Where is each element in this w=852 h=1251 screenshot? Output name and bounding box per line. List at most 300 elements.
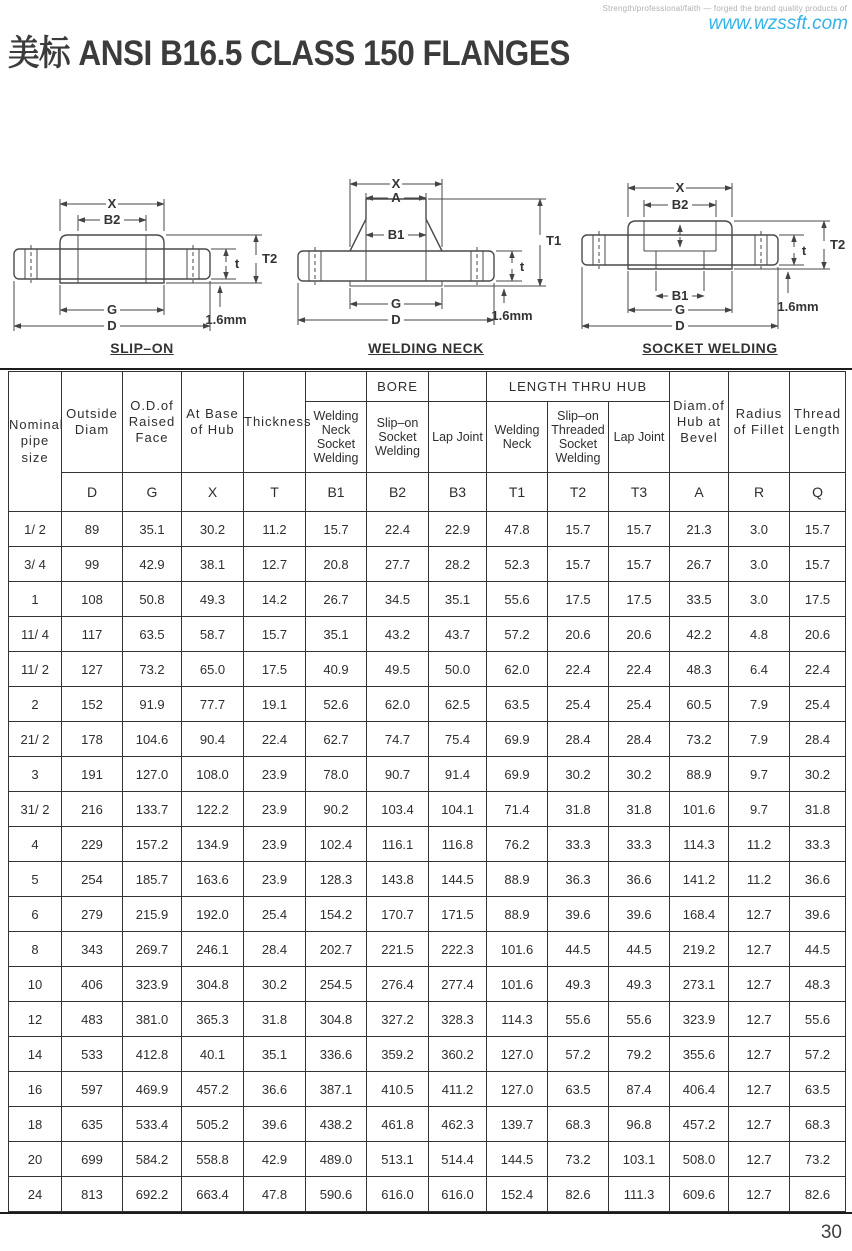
table-cell: 127.0 xyxy=(487,1037,548,1072)
table-cell: 22.4 xyxy=(244,722,306,757)
header-outside-diam: Outside Diam xyxy=(62,372,123,473)
table-cell: 692.2 xyxy=(123,1177,182,1212)
table-cell: 15.7 xyxy=(790,512,846,547)
table-cell: 406.4 xyxy=(670,1072,729,1107)
table-cell: 438.2 xyxy=(306,1107,367,1142)
table-cell: 31.8 xyxy=(609,792,670,827)
table-cell: 74.7 xyxy=(367,722,429,757)
table-cell: 185.7 xyxy=(123,862,182,897)
table-cell: 49.3 xyxy=(182,582,244,617)
table-cell: 96.8 xyxy=(609,1107,670,1142)
letter-X: X xyxy=(182,473,244,512)
table-cell: 34.5 xyxy=(367,582,429,617)
table-cell: 77.7 xyxy=(182,687,244,722)
table-cell: 89 xyxy=(62,512,123,547)
flange-diagrams xyxy=(0,165,852,356)
table-cell: 88.9 xyxy=(487,862,548,897)
table-cell: 127.0 xyxy=(487,1072,548,1107)
table-cell: 73.2 xyxy=(123,652,182,687)
table-cell: 7.9 xyxy=(729,722,790,757)
table-cell: 42.9 xyxy=(123,547,182,582)
table-cell: 191 xyxy=(62,757,123,792)
table-cell: 36.6 xyxy=(609,862,670,897)
table-row xyxy=(9,827,846,862)
table-cell: 273.1 xyxy=(670,967,729,1002)
table-cell: 31.8 xyxy=(790,792,846,827)
table-cell: 15.7 xyxy=(548,547,609,582)
table-cell: 4 xyxy=(9,827,62,862)
table-cell: 39.6 xyxy=(244,1107,306,1142)
table-cell: 104.6 xyxy=(123,722,182,757)
table-cell: 12.7 xyxy=(729,932,790,967)
table-cell: 49.3 xyxy=(609,967,670,1002)
table-cell: 20.6 xyxy=(790,617,846,652)
page-number: 30 xyxy=(820,1222,842,1243)
table-header xyxy=(9,372,846,512)
table-row xyxy=(9,967,846,1002)
table-cell: 39.6 xyxy=(790,897,846,932)
letter-B2: B2 xyxy=(367,473,429,512)
table-cell: 42.2 xyxy=(670,617,729,652)
table-cell: 108 xyxy=(62,582,123,617)
table-cell: 49.5 xyxy=(367,652,429,687)
table-cell: 28.4 xyxy=(609,722,670,757)
table-row xyxy=(9,652,846,687)
table-cell: 222.3 xyxy=(429,932,487,967)
table-cell: 102.4 xyxy=(306,827,367,862)
table-cell: 323.9 xyxy=(123,967,182,1002)
table-cell: 387.1 xyxy=(306,1072,367,1107)
letter-Q: Q xyxy=(790,473,846,512)
table-row xyxy=(9,512,846,547)
table-cell: 28.4 xyxy=(244,932,306,967)
table-cell: 304.8 xyxy=(306,1002,367,1037)
table-cell: 154.2 xyxy=(306,897,367,932)
table-cell: 40.1 xyxy=(182,1037,244,1072)
svg-text:1.6mm: 1.6mm xyxy=(491,308,533,323)
table-row xyxy=(9,757,846,792)
table-row xyxy=(9,862,846,897)
table-cell: 25.4 xyxy=(548,687,609,722)
table-cell: 2 xyxy=(9,687,62,722)
table-row xyxy=(9,792,846,827)
svg-text:X: X xyxy=(675,180,685,195)
table-cell: 90.4 xyxy=(182,722,244,757)
table-cell: 60.5 xyxy=(670,687,729,722)
table-cell: 104.1 xyxy=(429,792,487,827)
table-cell: 15.7 xyxy=(244,617,306,652)
table-cell: 558.8 xyxy=(182,1142,244,1177)
table-cell: 33.3 xyxy=(790,827,846,862)
table-cell: 90.2 xyxy=(306,792,367,827)
table-cell: 8 xyxy=(9,932,62,967)
table-cell: 22.4 xyxy=(548,652,609,687)
header-at-base-of-hub: At Base of Hub xyxy=(182,372,244,473)
table-cell: 36.6 xyxy=(244,1072,306,1107)
table-cell: 229 xyxy=(62,827,123,862)
table-cell: 279 xyxy=(62,897,123,932)
table-cell: 22.4 xyxy=(367,512,429,547)
table-cell: 178 xyxy=(62,722,123,757)
table-cell: 73.2 xyxy=(790,1142,846,1177)
table-cell: 23.9 xyxy=(244,757,306,792)
letter-A: A xyxy=(670,473,729,512)
table-cell: 44.5 xyxy=(548,932,609,967)
table-cell: 11.2 xyxy=(729,862,790,897)
table-cell: 55.6 xyxy=(548,1002,609,1037)
table-cell: 35.1 xyxy=(244,1037,306,1072)
svg-text:G: G xyxy=(390,296,402,311)
table-cell: 219.2 xyxy=(670,932,729,967)
table-cell: 50.0 xyxy=(429,652,487,687)
table-cell: 43.7 xyxy=(429,617,487,652)
header-spacer-right xyxy=(429,372,487,402)
header-tagline: Strength/professional/faith — forged the brand quality products of xyxy=(602,4,847,13)
letter-T: T xyxy=(244,473,306,512)
table-cell: 505.2 xyxy=(182,1107,244,1142)
table-cell: 69.9 xyxy=(487,722,548,757)
table-cell: 7.9 xyxy=(729,687,790,722)
slip-on-drawing xyxy=(0,179,284,337)
table-cell: 5 xyxy=(9,862,62,897)
svg-text:D: D xyxy=(675,318,685,333)
table-cell: 99 xyxy=(62,547,123,582)
table-cell: 127.0 xyxy=(123,757,182,792)
table-cell: 31/ 2 xyxy=(9,792,62,827)
table-cell: 365.3 xyxy=(182,1002,244,1037)
table-cell: 6 xyxy=(9,897,62,932)
table-cell: 355.6 xyxy=(670,1037,729,1072)
table-cell: 62.0 xyxy=(487,652,548,687)
table-cell: 15.7 xyxy=(609,547,670,582)
table-cell: 62.0 xyxy=(367,687,429,722)
table-cell: 22.4 xyxy=(609,652,670,687)
table-cell: 127 xyxy=(62,652,123,687)
table-cell: 584.2 xyxy=(123,1142,182,1177)
table-cell: 91.9 xyxy=(123,687,182,722)
table-cell: 254 xyxy=(62,862,123,897)
table-cell: 68.3 xyxy=(790,1107,846,1142)
table-cell: 12.7 xyxy=(729,1142,790,1177)
table-cell: 170.7 xyxy=(367,897,429,932)
table-cell: 20 xyxy=(9,1142,62,1177)
table-cell: 63.5 xyxy=(487,687,548,722)
table-cell: 26.7 xyxy=(670,547,729,582)
table-cell: 117 xyxy=(62,617,123,652)
table-cell: 15.7 xyxy=(790,547,846,582)
table-cell: 381.0 xyxy=(123,1002,182,1037)
table-body xyxy=(9,512,846,1212)
svg-text:B2: B2 xyxy=(671,197,689,212)
table-cell: 11/ 2 xyxy=(9,652,62,687)
table-cell: 31.8 xyxy=(548,792,609,827)
table-cell: 134.9 xyxy=(182,827,244,862)
table-cell: 152 xyxy=(62,687,123,722)
table-cell: 101.6 xyxy=(670,792,729,827)
table-cell: 143.8 xyxy=(367,862,429,897)
table-cell: 508.0 xyxy=(670,1142,729,1177)
table-cell: 63.5 xyxy=(548,1072,609,1107)
table-cell: 327.2 xyxy=(367,1002,429,1037)
table-cell: 49.3 xyxy=(548,967,609,1002)
svg-text:T1: T1 xyxy=(546,233,562,248)
table-row xyxy=(9,687,846,722)
table-cell: 14.2 xyxy=(244,582,306,617)
svg-text:X: X xyxy=(391,176,401,191)
table-cell: 360.2 xyxy=(429,1037,487,1072)
table-cell: 58.7 xyxy=(182,617,244,652)
table-cell: 44.5 xyxy=(609,932,670,967)
page-title: 美标 ANSI B16.5 CLASS 150 FLANGES xyxy=(8,34,570,73)
table-cell: 699 xyxy=(62,1142,123,1177)
table-top-rule xyxy=(0,368,852,370)
table-cell: 28.4 xyxy=(790,722,846,757)
table-cell: 489.0 xyxy=(306,1142,367,1177)
svg-text:1.6mm: 1.6mm xyxy=(205,312,247,327)
table-cell: 15.7 xyxy=(609,512,670,547)
svg-text:t: t xyxy=(519,259,525,274)
welding-neck-diagram xyxy=(284,165,568,356)
svg-text:G: G xyxy=(106,302,118,317)
table-cell: 75.4 xyxy=(429,722,487,757)
header-diam-hub-at-bevel: Diam.of Hub at Bevel xyxy=(670,372,729,473)
svg-text:t: t xyxy=(234,256,240,271)
header-length-thru-hub-group: LENGTH THRU HUB xyxy=(487,372,670,402)
table-cell: 17.5 xyxy=(244,652,306,687)
table-cell: 69.9 xyxy=(487,757,548,792)
table-cell: 410.5 xyxy=(367,1072,429,1107)
table-cell: 336.6 xyxy=(306,1037,367,1072)
table-cell: 50.8 xyxy=(123,582,182,617)
table-cell: 122.2 xyxy=(182,792,244,827)
table-cell: 144.5 xyxy=(429,862,487,897)
svg-text:B2: B2 xyxy=(103,212,121,227)
flange-dimensions-table xyxy=(8,371,846,1212)
table-cell: 116.1 xyxy=(367,827,429,862)
table-cell: 597 xyxy=(62,1072,123,1107)
table-cell: 513.1 xyxy=(367,1142,429,1177)
table-cell: 328.3 xyxy=(429,1002,487,1037)
header-bore-group: BORE xyxy=(367,372,429,402)
table-cell: 461.8 xyxy=(367,1107,429,1142)
table-cell: 55.6 xyxy=(790,1002,846,1037)
table-cell: 108.0 xyxy=(182,757,244,792)
table-cell: 9.7 xyxy=(729,792,790,827)
table-row xyxy=(9,722,846,757)
header-bore-slip-on: Slip–on Socket Welding xyxy=(367,402,429,473)
table-cell: 3 xyxy=(9,757,62,792)
table-cell: 216 xyxy=(62,792,123,827)
table-cell: 25.4 xyxy=(244,897,306,932)
table-cell: 635 xyxy=(62,1107,123,1142)
table-row xyxy=(9,897,846,932)
table-cell: 412.8 xyxy=(123,1037,182,1072)
header-radius-of-fillet: Radius of Fillet xyxy=(729,372,790,473)
table-row xyxy=(9,617,846,652)
table-cell: 22.9 xyxy=(429,512,487,547)
table-cell: 63.5 xyxy=(790,1072,846,1107)
table-cell: 101.6 xyxy=(487,967,548,1002)
table-cell: 141.2 xyxy=(670,862,729,897)
welding-neck-caption: WELDING NECK xyxy=(368,340,484,356)
table-cell: 269.7 xyxy=(123,932,182,967)
table-cell: 48.3 xyxy=(670,652,729,687)
table-bottom-rule xyxy=(0,1212,852,1214)
table-cell: 43.2 xyxy=(367,617,429,652)
table-cell: 68.3 xyxy=(548,1107,609,1142)
table-cell: 254.5 xyxy=(306,967,367,1002)
table-cell: 31.8 xyxy=(244,1002,306,1037)
header-bore-welding-neck: Welding Neck Socket Welding xyxy=(306,402,367,473)
table-cell: 462.3 xyxy=(429,1107,487,1142)
table-cell: 114.3 xyxy=(670,827,729,862)
table-cell: 813 xyxy=(62,1177,123,1212)
table-cell: 23.9 xyxy=(244,827,306,862)
welding-neck-drawing xyxy=(284,165,568,337)
table-cell: 133.7 xyxy=(123,792,182,827)
letter-T1: T1 xyxy=(487,473,548,512)
table-cell: 609.6 xyxy=(670,1177,729,1212)
table-cell: 30.2 xyxy=(182,512,244,547)
socket-welding-caption: SOCKET WELDING xyxy=(642,340,778,356)
letter-B3: B3 xyxy=(429,473,487,512)
table-cell: 12.7 xyxy=(729,1002,790,1037)
table-cell: 411.2 xyxy=(429,1072,487,1107)
table-cell: 23.9 xyxy=(244,792,306,827)
table-cell: 76.2 xyxy=(487,827,548,862)
table-cell: 12.7 xyxy=(729,967,790,1002)
table-cell: 23.9 xyxy=(244,862,306,897)
slip-on-caption: SLIP–ON xyxy=(110,340,174,356)
table-cell: 12.7 xyxy=(729,1177,790,1212)
table-cell: 40.9 xyxy=(306,652,367,687)
table-cell: 1 xyxy=(9,582,62,617)
table-cell: 12.7 xyxy=(729,897,790,932)
table-cell: 62.7 xyxy=(306,722,367,757)
table-row xyxy=(9,1177,846,1212)
table-cell: 20.6 xyxy=(548,617,609,652)
table-cell: 52.6 xyxy=(306,687,367,722)
table-cell: 103.4 xyxy=(367,792,429,827)
table-cell: 78.0 xyxy=(306,757,367,792)
table-cell: 82.6 xyxy=(790,1177,846,1212)
table-cell: 111.3 xyxy=(609,1177,670,1212)
table-cell: 30.2 xyxy=(790,757,846,792)
table-row xyxy=(9,1072,846,1107)
table-cell: 73.2 xyxy=(548,1142,609,1177)
table-cell: 11.2 xyxy=(729,827,790,862)
table-cell: 87.4 xyxy=(609,1072,670,1107)
table-cell: 90.7 xyxy=(367,757,429,792)
table-cell: 469.9 xyxy=(123,1072,182,1107)
header-thread-length: Thread Length xyxy=(790,372,846,473)
table-cell: 63.5 xyxy=(123,617,182,652)
table-cell: 36.3 xyxy=(548,862,609,897)
table-cell: 30.2 xyxy=(548,757,609,792)
socket-welding-diagram xyxy=(568,167,852,356)
svg-text:D: D xyxy=(107,318,117,333)
table-cell: 21.3 xyxy=(670,512,729,547)
table-cell: 65.0 xyxy=(182,652,244,687)
table-cell: 24 xyxy=(9,1177,62,1212)
table-cell: 114.3 xyxy=(487,1002,548,1037)
table-cell: 48.3 xyxy=(790,967,846,1002)
table-cell: 27.7 xyxy=(367,547,429,582)
table-cell: 171.5 xyxy=(429,897,487,932)
letter-R: R xyxy=(729,473,790,512)
header-od-raised-face: O.D.of Raised Face xyxy=(123,372,182,473)
table-cell: 103.1 xyxy=(609,1142,670,1177)
table-cell: 21/ 2 xyxy=(9,722,62,757)
table-cell: 163.6 xyxy=(182,862,244,897)
table-cell: 590.6 xyxy=(306,1177,367,1212)
table-cell: 17.5 xyxy=(609,582,670,617)
table-cell: 277.4 xyxy=(429,967,487,1002)
table-row xyxy=(9,1037,846,1072)
svg-text:A: A xyxy=(391,190,401,205)
table-cell: 157.2 xyxy=(123,827,182,862)
header-spacer-left xyxy=(306,372,367,402)
table-cell: 20.8 xyxy=(306,547,367,582)
svg-text:D: D xyxy=(391,312,401,327)
table-cell: 17.5 xyxy=(548,582,609,617)
table-cell: 47.8 xyxy=(244,1177,306,1212)
svg-text:G: G xyxy=(674,302,686,317)
table-cell: 116.8 xyxy=(429,827,487,862)
table-row xyxy=(9,1142,846,1177)
table-cell: 22.4 xyxy=(790,652,846,687)
slip-on-diagram xyxy=(0,179,284,356)
table-cell: 457.2 xyxy=(670,1107,729,1142)
table-cell: 25.4 xyxy=(790,687,846,722)
table-cell: 323.9 xyxy=(670,1002,729,1037)
svg-text:t: t xyxy=(801,243,807,258)
table-cell: 533.4 xyxy=(123,1107,182,1142)
table-cell: 304.8 xyxy=(182,967,244,1002)
website-url: www.wzssft.com xyxy=(708,13,848,34)
table-cell: 52.3 xyxy=(487,547,548,582)
table-cell: 144.5 xyxy=(487,1142,548,1177)
table-cell: 12 xyxy=(9,1002,62,1037)
table-cell: 10 xyxy=(9,967,62,1002)
svg-text:B1: B1 xyxy=(671,288,689,303)
table-cell: 128.3 xyxy=(306,862,367,897)
table-cell: 19.1 xyxy=(244,687,306,722)
table-cell: 12.7 xyxy=(729,1107,790,1142)
table-cell: 616.0 xyxy=(429,1177,487,1212)
header-bore-lap-joint: Lap Joint xyxy=(429,402,487,473)
table-cell: 35.1 xyxy=(429,582,487,617)
letter-G: G xyxy=(123,473,182,512)
table-row xyxy=(9,547,846,582)
table-cell: 1/ 2 xyxy=(9,512,62,547)
table-cell: 18 xyxy=(9,1107,62,1142)
table-cell: 6.4 xyxy=(729,652,790,687)
table-cell: 9.7 xyxy=(729,757,790,792)
table-cell: 514.4 xyxy=(429,1142,487,1177)
table-cell: 12.7 xyxy=(244,547,306,582)
table-row xyxy=(9,582,846,617)
table-cell: 25.4 xyxy=(609,687,670,722)
socket-welding-drawing xyxy=(568,167,852,337)
table-cell: 152.4 xyxy=(487,1177,548,1212)
table-row xyxy=(9,932,846,967)
table-cell: 35.1 xyxy=(306,617,367,652)
table-cell: 57.2 xyxy=(790,1037,846,1072)
table-cell: 11.2 xyxy=(244,512,306,547)
table-cell: 3.0 xyxy=(729,547,790,582)
header-thickness: Thickness xyxy=(244,372,306,473)
